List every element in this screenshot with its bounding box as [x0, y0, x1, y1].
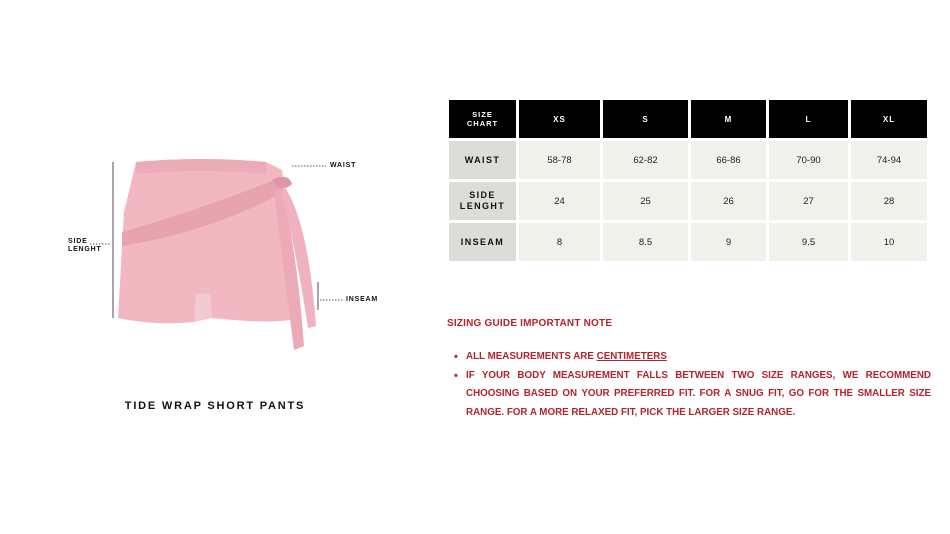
row-label-text: SIDE [469, 190, 496, 200]
side-length-label-line1: SIDE [68, 238, 88, 245]
table-row-inseam [449, 223, 927, 261]
inseam-label: INSEAM [346, 296, 379, 303]
table-cell: 27 [769, 182, 848, 220]
row-label-inseam [449, 223, 516, 261]
table-cell: 62-82 [603, 141, 688, 179]
size-header-l: L [769, 100, 848, 138]
table-cell: 28 [851, 182, 927, 220]
size-chart-corner [449, 100, 516, 138]
sizing-notes-list [452, 348, 931, 422]
row-label-waist [449, 141, 516, 179]
row-label-side-length [449, 182, 516, 220]
shorts-crotch-shade [194, 294, 212, 323]
table-cell: 25 [603, 182, 688, 220]
note-text: ALL MEASUREMENTS ARE [466, 351, 597, 362]
product-title: TIDE WRAP SHORT PANTS [124, 400, 306, 412]
size-header-xl: XL [851, 100, 927, 138]
table-cell: 24 [519, 182, 600, 220]
side-length-label-line2: LENGHT [68, 246, 102, 253]
row-label-text: INSEAM [460, 236, 505, 247]
corner-line2: CHART [466, 119, 499, 128]
table-cell: 10 [851, 223, 927, 261]
product-figure [60, 150, 390, 370]
corner-line1: SIZE [472, 110, 493, 119]
table-cell: 8.5 [603, 223, 688, 261]
list-item [452, 367, 931, 423]
side-length-label [68, 238, 102, 254]
centimeters-text: CENTIMETERS [596, 351, 667, 362]
list-item [452, 348, 931, 367]
waist-label: WAIST [330, 162, 357, 169]
row-label-text: WAIST [464, 154, 501, 165]
table-row-side-length [449, 182, 927, 220]
row-label-text-line2: LENGHT [459, 201, 506, 211]
table-cell: 8 [519, 223, 600, 261]
size-header-s: S [603, 100, 688, 138]
table-cell: 74-94 [851, 141, 927, 179]
note-text: IF YOUR BODY MEASUREMENT FALLS BETWEEN TWO SIZE RANGES, WE RECOMMEND CHOOSING BASED ON YOUR PREFERRED FIT. FOR A SNUG FIT, GO FOR THE SMALLER SIZE RANGE. FOR A MORE RELAXED FIT, PICK THE LARGER SIZE RANGE. [466, 369, 931, 418]
table-cell: 70-90 [769, 141, 848, 179]
size-chart-table [446, 97, 930, 264]
shorts-illustration [60, 150, 390, 370]
size-header-row [449, 100, 927, 138]
table-cell: 9 [691, 223, 766, 261]
table-cell: 9.5 [769, 223, 848, 261]
table-row-waist [449, 141, 927, 179]
table-cell: 26 [691, 182, 766, 220]
size-header-m: M [691, 100, 766, 138]
sizing-note-title: SIZING GUIDE IMPORTANT NOTE [447, 318, 613, 329]
size-header-xs: XS [519, 100, 600, 138]
table-cell: 66-86 [691, 141, 766, 179]
table-cell: 58-78 [519, 141, 600, 179]
